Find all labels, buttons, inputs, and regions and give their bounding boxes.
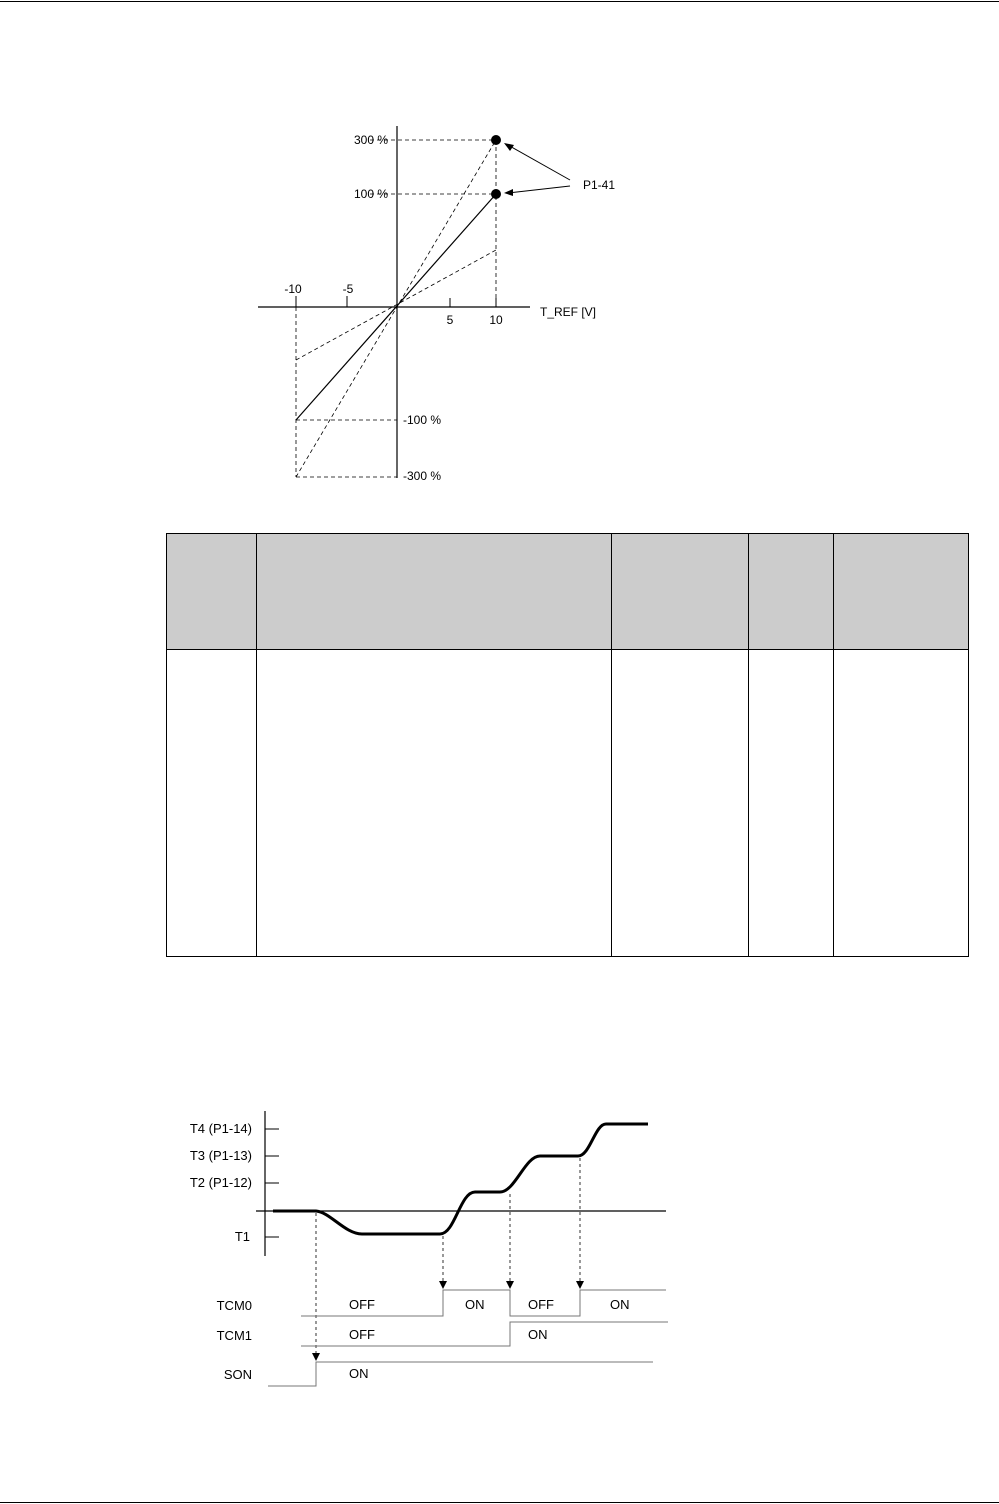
tcm0-state-2: ON [465, 1297, 485, 1312]
tcm0-state-4: ON [610, 1297, 630, 1312]
y-label-minus100: -100 % [403, 413, 442, 427]
tcm0-label: TCM0 [216, 1298, 252, 1313]
tcm0-state-3: OFF [528, 1297, 554, 1312]
arrow-t4 [576, 1281, 584, 1289]
tcm1-label: TCM1 [216, 1328, 252, 1343]
arrow-t2 [439, 1281, 447, 1289]
level-label-t4: T4 (P1-14) [189, 1121, 252, 1136]
bottom-rule [0, 1502, 999, 1503]
tcm1-state-2: ON [528, 1327, 548, 1342]
level-label-t2: T2 (P1-12) [189, 1175, 252, 1190]
x-label-minus10: -10 [284, 282, 302, 296]
y-label-100: 100 % [353, 187, 388, 201]
arrow-son [312, 1353, 320, 1361]
callout-label: P1-41 [583, 178, 616, 192]
son-state-1: ON [349, 1366, 369, 1381]
level-label-t1: T1 [234, 1229, 250, 1244]
x-label-minus5: -5 [342, 282, 354, 296]
x-label-10: 10 [489, 313, 503, 327]
y-label-minus300: -300 % [403, 469, 442, 483]
x-label-5: 5 [446, 313, 454, 327]
son-waveform [268, 1362, 653, 1386]
torque-curve [273, 1124, 648, 1234]
son-label: SON [223, 1367, 252, 1382]
x-axis-title: T_REF [V] [540, 305, 597, 319]
level-label-t3: T3 (P1-13) [189, 1148, 252, 1163]
y-label-300: 300 % [353, 133, 388, 147]
arrow-t3 [506, 1281, 514, 1289]
tcm0-state-1: OFF [349, 1297, 375, 1312]
tcm1-state-1: OFF [349, 1327, 375, 1342]
